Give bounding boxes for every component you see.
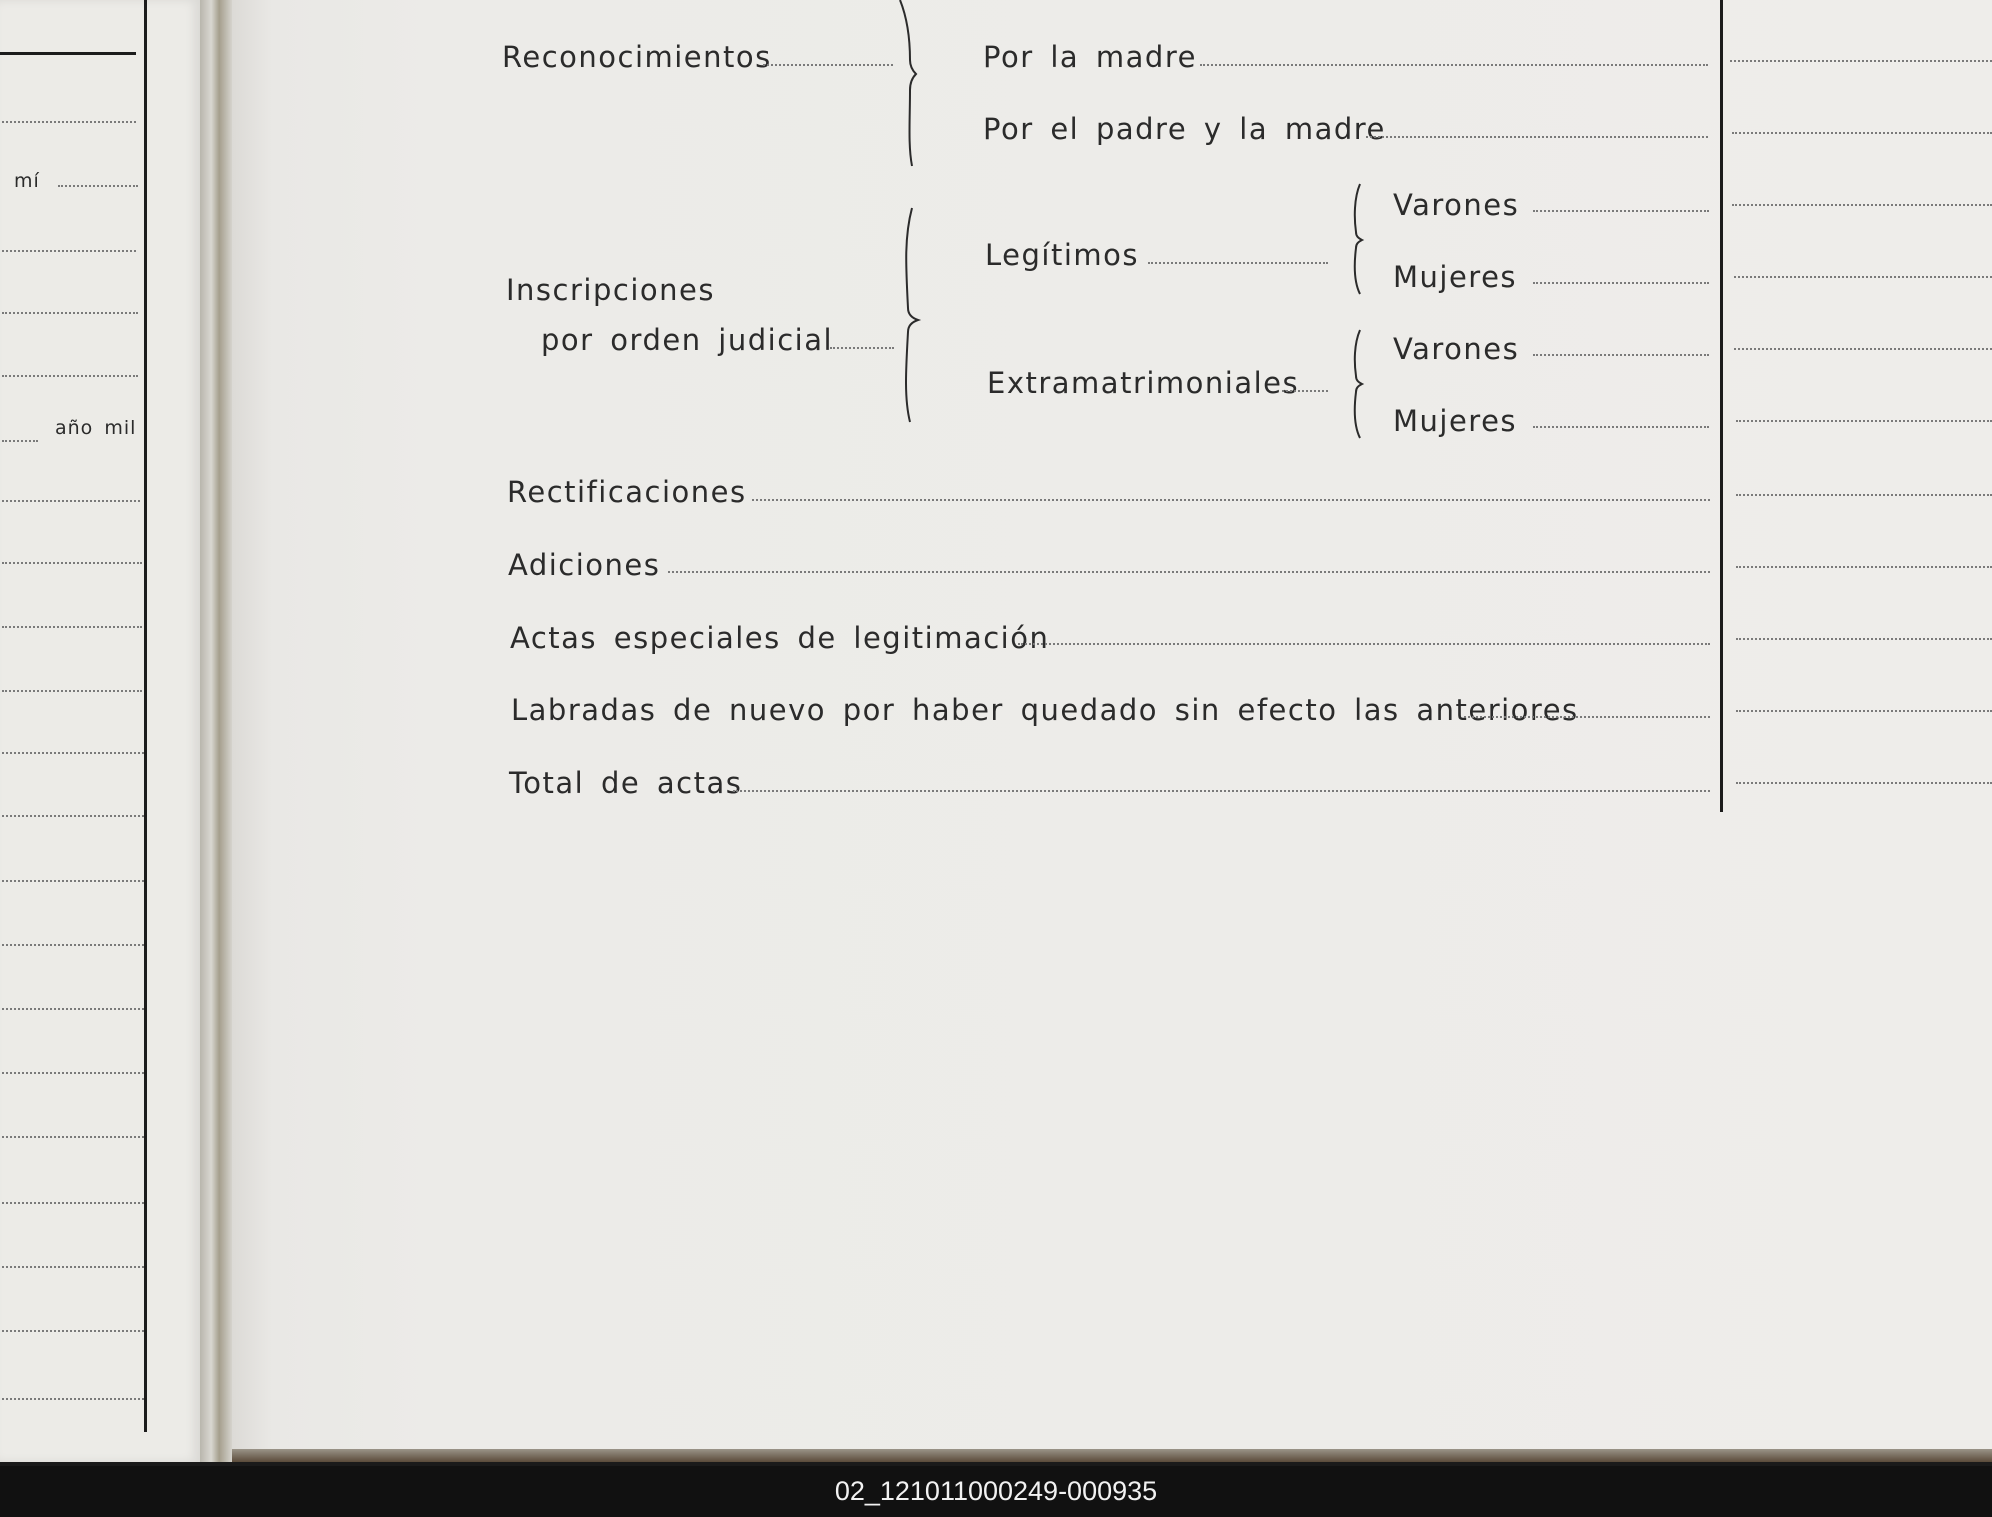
tally-line xyxy=(1730,60,1992,62)
dotted-leader xyxy=(830,347,894,349)
image-caption xyxy=(0,1466,1992,1517)
left-dotted-line xyxy=(2,690,142,692)
tally-line xyxy=(1736,566,1992,568)
left-dotted-line xyxy=(58,185,138,187)
page-bottom-edge xyxy=(232,1449,1992,1462)
left-dotted-line xyxy=(2,1136,144,1138)
left-dotted-line xyxy=(2,1266,144,1268)
label-varones-legitimos: Varones xyxy=(1393,188,1520,222)
brace-inscripciones xyxy=(900,208,922,424)
left-column-rule xyxy=(144,0,147,1432)
tally-column-rule xyxy=(1720,0,1723,812)
dotted-leader xyxy=(752,499,1710,501)
label-por-la-madre: Por la madre xyxy=(983,40,1197,74)
tally-line xyxy=(1736,710,1992,712)
label-labradas: Labradas de nuevo por haber quedado sin efecto las anteriores xyxy=(511,693,1579,727)
left-dotted-line xyxy=(2,752,144,754)
left-fragment-mi: mí xyxy=(14,170,40,192)
label-actas-especiales: Actas especiales de legitimación xyxy=(510,621,1050,655)
label-varones-extramatrimoniales: Varones xyxy=(1393,332,1520,366)
right-page xyxy=(232,0,1992,1454)
tally-line xyxy=(1736,638,1992,640)
tally-line xyxy=(1734,348,1992,350)
left-dotted-line xyxy=(2,375,138,377)
label-reconocimientos: Reconocimientos xyxy=(502,40,772,74)
left-page xyxy=(0,0,200,1462)
tally-line xyxy=(1732,204,1992,206)
left-dotted-line xyxy=(2,944,144,946)
dotted-leader xyxy=(1366,136,1708,138)
dotted-leader xyxy=(668,571,1710,573)
tally-line xyxy=(1736,420,1992,422)
left-top-rule xyxy=(0,52,136,55)
label-inscripciones: Inscripciones xyxy=(506,273,715,307)
label-legitimos: Legítimos xyxy=(985,238,1139,272)
label-adiciones: Adiciones xyxy=(508,548,661,582)
dotted-leader xyxy=(733,790,1710,792)
left-dotted-line xyxy=(2,815,144,817)
label-por-el-padre-y-la-madre: Por el padre y la madre xyxy=(983,112,1386,146)
tally-line xyxy=(1732,132,1992,134)
left-fragment-anio: año mil xyxy=(55,417,137,439)
label-extramatrimoniales: Extramatrimoniales xyxy=(987,366,1300,400)
brace-reconocimientos xyxy=(898,0,918,170)
left-dotted-line xyxy=(2,312,138,314)
dotted-leader xyxy=(1533,210,1709,212)
dotted-leader xyxy=(1533,354,1709,356)
left-dotted-line xyxy=(2,1008,144,1010)
left-dotted-line xyxy=(2,121,136,123)
brace-extramatrimoniales xyxy=(1350,330,1366,440)
label-total-de-actas: Total de actas xyxy=(509,766,743,800)
dotted-leader xyxy=(1464,716,1710,718)
dotted-leader xyxy=(1533,282,1709,284)
tally-line xyxy=(1736,494,1992,496)
tally-line xyxy=(1734,276,1992,278)
dotted-leader xyxy=(763,64,893,66)
dotted-leader xyxy=(1282,390,1328,392)
brace-legitimos xyxy=(1350,184,1366,296)
label-mujeres-extramatrimoniales: Mujeres xyxy=(1393,404,1518,438)
left-dotted-line xyxy=(2,250,136,252)
left-dotted-line xyxy=(2,1330,144,1332)
label-rectificaciones: Rectificaciones xyxy=(507,475,747,509)
label-mujeres-legitimos: Mujeres xyxy=(1393,260,1518,294)
dotted-leader xyxy=(1200,64,1708,66)
left-dotted-line xyxy=(2,562,142,564)
caption-text: 02_121011000249-000935 xyxy=(834,1476,1158,1506)
dotted-leader xyxy=(1533,426,1709,428)
left-dotted-line xyxy=(2,1072,144,1074)
left-dotted-line xyxy=(2,440,38,442)
left-dotted-line xyxy=(2,1202,144,1204)
dotted-leader xyxy=(1148,262,1328,264)
label-por-orden-judicial: por orden judicial xyxy=(541,323,834,357)
book-gutter xyxy=(200,0,232,1462)
tally-line xyxy=(1736,782,1992,784)
dotted-leader xyxy=(1018,643,1710,645)
left-dotted-line xyxy=(2,500,140,502)
left-dotted-line xyxy=(2,880,144,882)
left-dotted-line xyxy=(2,1398,144,1400)
left-dotted-line xyxy=(2,626,142,628)
